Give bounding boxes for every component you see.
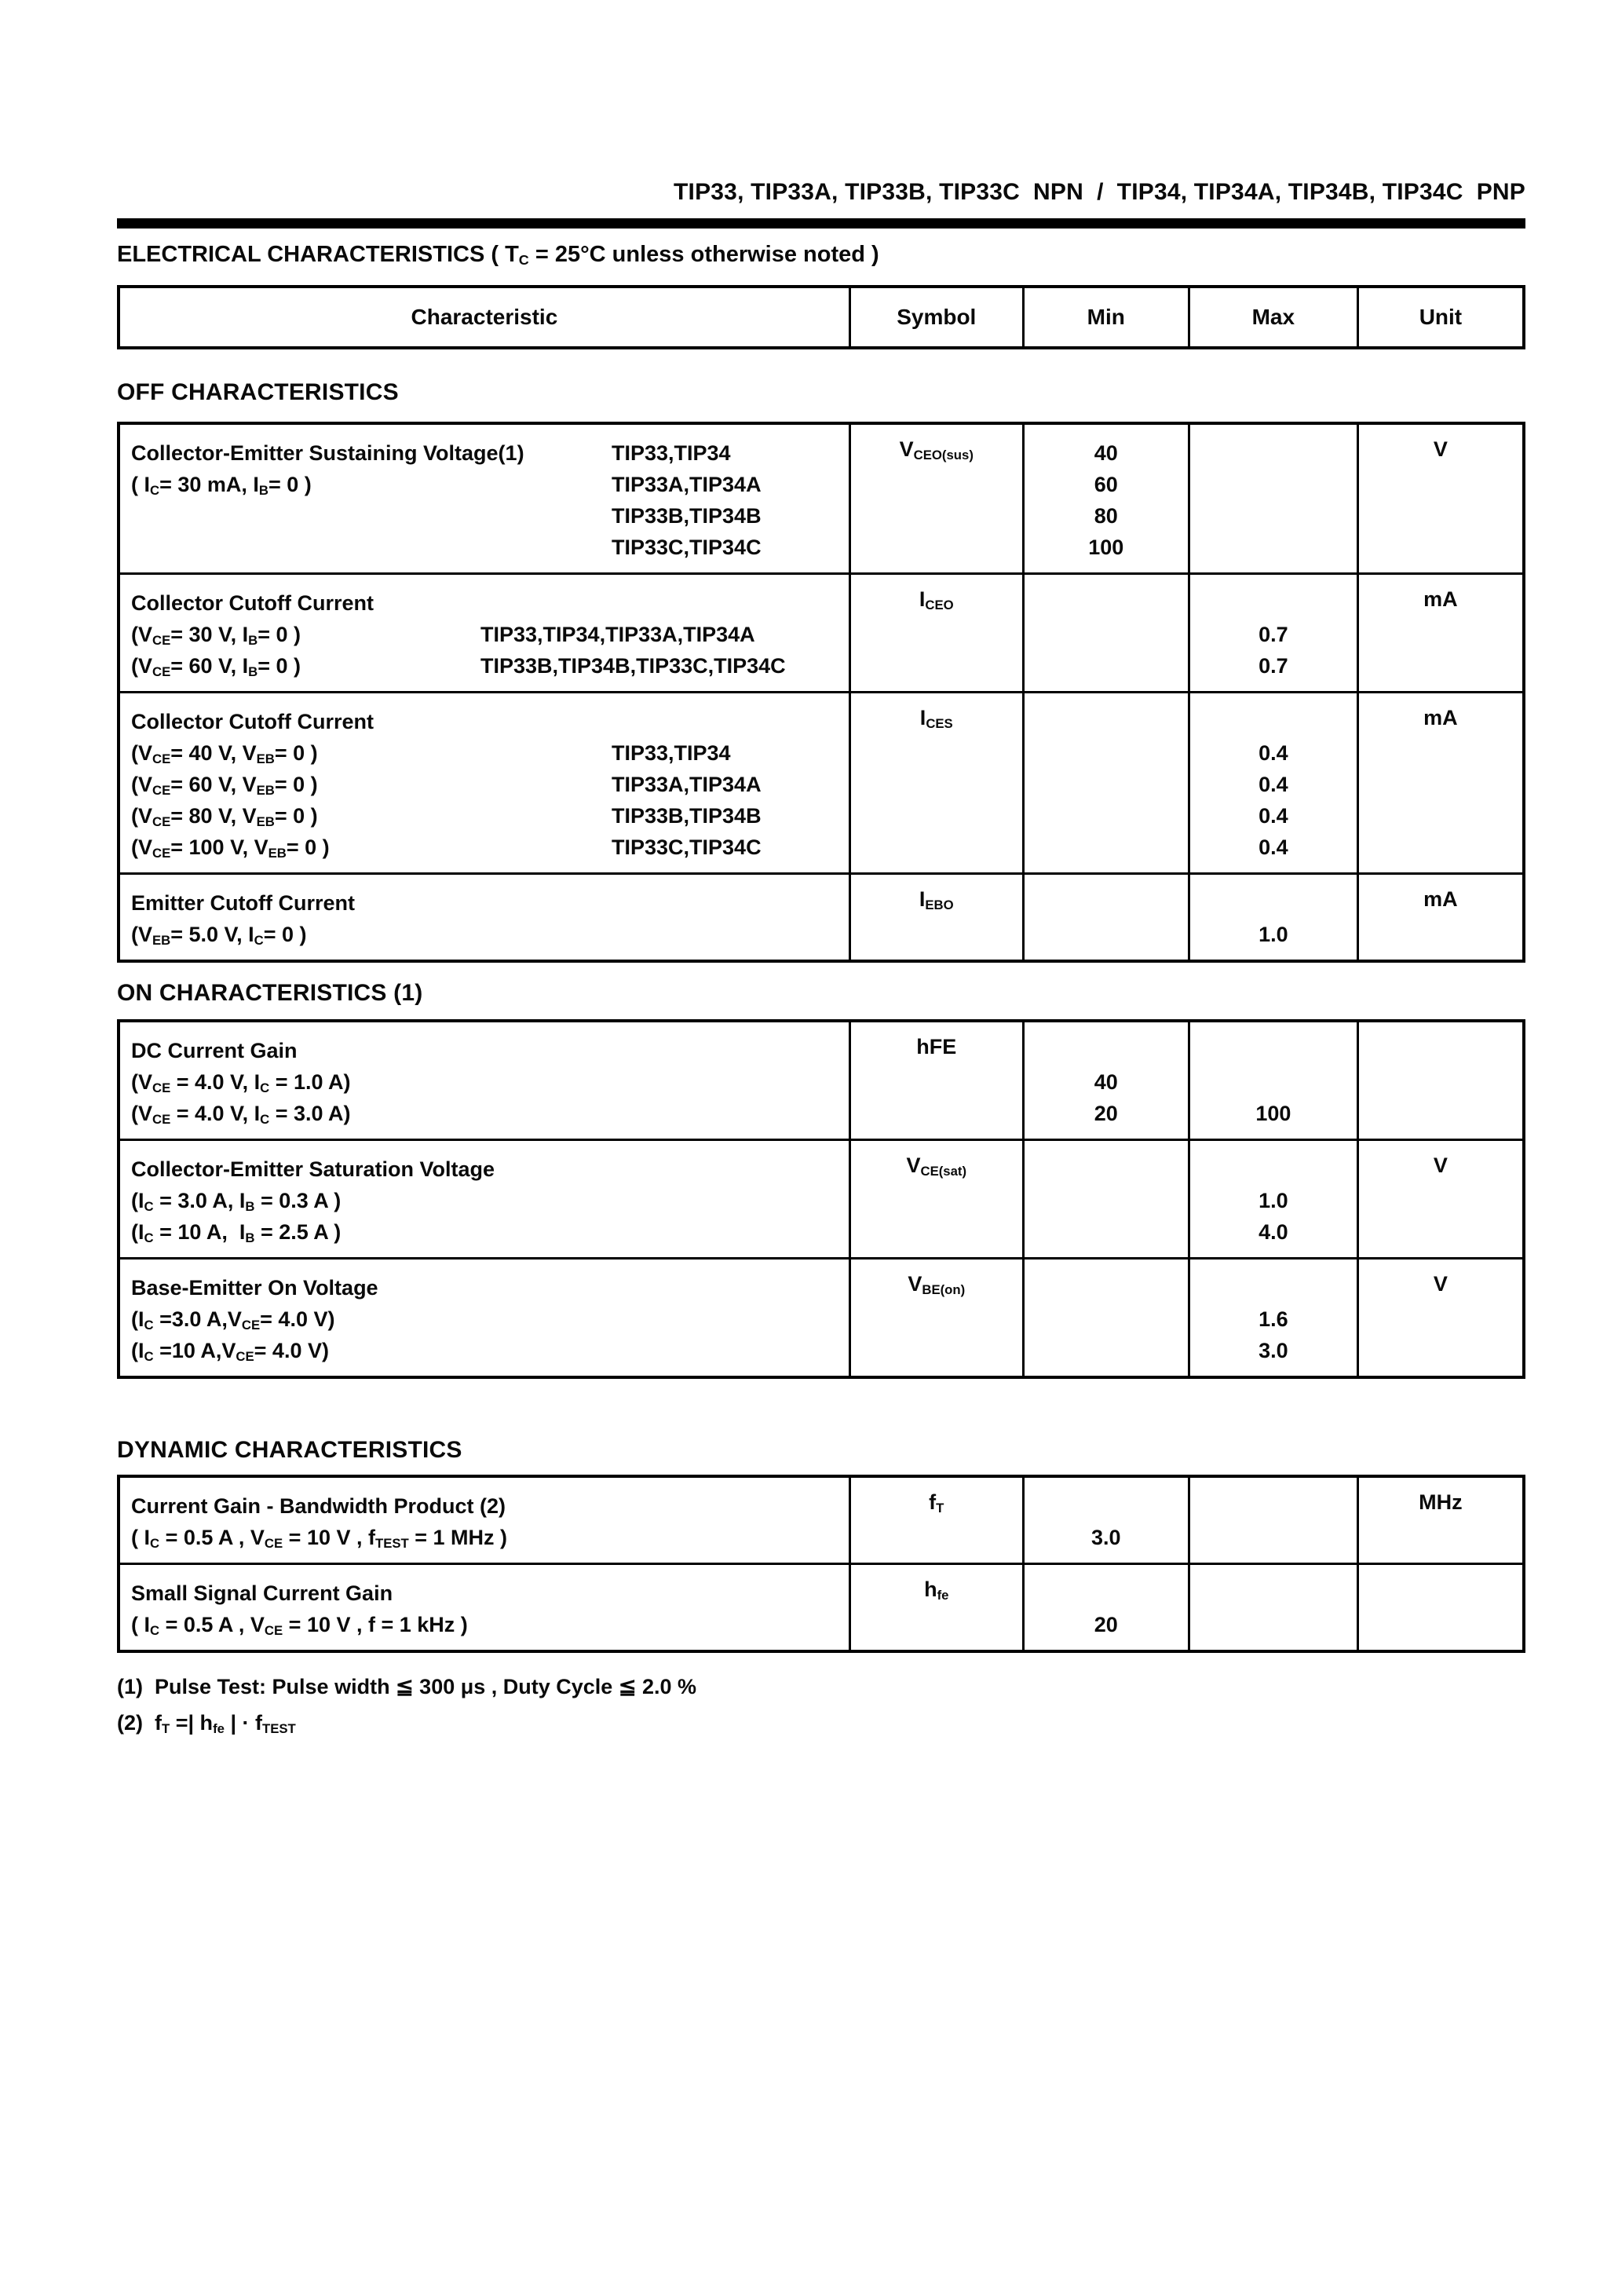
max-value: [1190, 1522, 1357, 1553]
min-value: 40: [1094, 441, 1118, 465]
min-value: [1025, 619, 1188, 650]
device-list: TIP33C,TIP34C: [612, 835, 762, 859]
spec-table-header: [117, 285, 1525, 349]
unit-text: V: [1433, 1272, 1448, 1296]
unit-cell: [1357, 1022, 1522, 1139]
condition-text: ($I_C = 10$ A, $I_B = 2.5$ A ): [131, 1220, 342, 1245]
min-value: 80: [1094, 504, 1118, 528]
device-list: TIP33,TIP34,TIP33A,TIP34A: [480, 623, 755, 646]
max-value: 4.0: [1259, 1220, 1288, 1244]
max-value: [1190, 1272, 1357, 1303]
max-value: 0.7: [1259, 654, 1288, 678]
min-value: [1025, 1303, 1188, 1335]
characteristic-line: [131, 587, 844, 619]
column-header-max: Max: [1188, 288, 1357, 346]
characteristic-line: [131, 919, 844, 950]
max-value: [1190, 469, 1357, 500]
max-value: [1190, 1066, 1357, 1098]
unit-cell: [1357, 875, 1522, 960]
characteristic-line: [131, 1098, 844, 1129]
characteristic-cell: [120, 1478, 849, 1563]
characteristic-line: [131, 737, 844, 769]
condition-text: ( $I_C= 30$ mA, $I_B= 0$ ): [131, 473, 312, 498]
table-row-base-emitter-on-voltage: [120, 1257, 1522, 1376]
characteristic-line: [131, 1490, 844, 1522]
unit-text: mA: [1423, 587, 1458, 611]
condition-text: Current Gain - Bandwidth Product (2): [131, 1494, 506, 1518]
min-value: 60: [1094, 473, 1118, 496]
min-value: 20: [1094, 1613, 1118, 1636]
max-value: [1190, 532, 1357, 563]
characteristic-line: [131, 469, 844, 500]
condition-text: ($I_C = 3.0$ A, $I_B = 0.3$ A ): [131, 1189, 342, 1214]
max-cell: [1188, 425, 1357, 572]
max-cell: [1188, 1022, 1357, 1139]
condition-text: ($V_{CE}= 30$ V, $I_B= 0$ ): [131, 623, 301, 648]
title-divider-bar: [117, 218, 1525, 229]
characteristic-cell: [120, 575, 849, 691]
device-list: TIP33B,TIP34B: [612, 504, 762, 528]
off-characteristics-table: [117, 422, 1525, 963]
symbol-text: $h_{fe}$: [924, 1578, 949, 1603]
unit-text: MHz: [1419, 1490, 1463, 1514]
symbol-cell: [849, 1478, 1022, 1563]
max-value: [1190, 1490, 1357, 1522]
condition-text: Collector-Emitter Sustaining Voltage(1): [131, 441, 524, 465]
symbol-cell: [849, 693, 1022, 872]
section-title-dynamic-characteristics: DYNAMIC CHARACTERISTICS: [117, 1437, 462, 1463]
min-value: [1025, 832, 1188, 863]
min-value: [1025, 1335, 1188, 1366]
symbol-cell: [849, 875, 1022, 960]
table-row-collector-cutoff-current-iceo: [120, 572, 1522, 691]
condition-text: Emitter Cutoff Current: [131, 891, 355, 915]
characteristic-line: [131, 1066, 844, 1098]
max-value: [1190, 1153, 1357, 1185]
max-cell: [1188, 1260, 1357, 1376]
symbol-cell: [849, 1260, 1022, 1376]
symbol-cell: [849, 575, 1022, 691]
unit-text: V: [1433, 437, 1448, 461]
page-content: [117, 0, 1525, 1741]
characteristic-line: [131, 500, 844, 532]
characteristic-line: [131, 1035, 844, 1066]
min-value: [1025, 737, 1188, 769]
symbol-text: $I_{CES}$: [919, 706, 953, 731]
device-list: TIP33,TIP34: [612, 441, 731, 465]
dynamic-characteristics-table: [117, 1475, 1525, 1653]
section-title-on-characteristics: ON CHARACTERISTICS (1): [117, 980, 423, 1006]
table-row-emitter-cutoff-current: [120, 872, 1522, 960]
max-cell: [1188, 1478, 1357, 1563]
column-header-min: Min: [1022, 288, 1188, 346]
symbol-text: $f_T$: [929, 1490, 944, 1515]
condition-text: Base-Emitter On Voltage: [131, 1276, 378, 1300]
min-value: [1025, 800, 1188, 832]
max-value: 3.0: [1259, 1339, 1288, 1362]
condition-text: ($V_{CE}= 60$ V, $V_{EB}= 0$ ): [131, 773, 318, 798]
column-header-unit: Unit: [1357, 288, 1522, 346]
symbol-text: hFE: [916, 1035, 957, 1058]
characteristic-line: [131, 532, 844, 563]
max-cell: [1188, 1565, 1357, 1650]
max-value: [1190, 1609, 1357, 1640]
device-list: TIP33B,TIP34B: [612, 804, 762, 828]
characteristic-line: [131, 650, 844, 682]
min-value: [1025, 1216, 1188, 1248]
characteristic-line: [131, 706, 844, 737]
characteristic-cell: [120, 1565, 849, 1650]
device-list: TIP33A,TIP34A: [612, 473, 762, 496]
condition-text: ($I_C =10$ $A,V_{CE}= 4.0$ V): [131, 1339, 329, 1364]
unit-cell: [1357, 1141, 1522, 1257]
min-value: [1025, 1490, 1188, 1522]
condition-text: ($V_{CE} = 4.0$ V, $I_C = 3.0$ A): [131, 1102, 351, 1127]
unit-cell: [1357, 1478, 1522, 1563]
min-cell: [1022, 1565, 1188, 1650]
characteristic-cell: [120, 875, 849, 960]
min-value: 100: [1088, 536, 1124, 559]
min-value: 40: [1094, 1070, 1118, 1094]
max-value: [1190, 706, 1357, 737]
max-value: 0.4: [1259, 835, 1288, 859]
min-value: [1025, 887, 1188, 919]
symbol-cell: [849, 1141, 1022, 1257]
min-value: [1025, 1272, 1188, 1303]
min-value: [1025, 650, 1188, 682]
characteristic-line: [131, 437, 844, 469]
condition-text: ($I_C =3.0$ $A,V_{CE}= 4.0$ V): [131, 1307, 335, 1333]
max-value: 1.6: [1259, 1307, 1288, 1331]
table-row-small-signal-current-gain: [120, 1563, 1522, 1650]
condition-text: ($V_{CE}= 40$ V, $V_{EB}= 0$ ): [131, 741, 318, 766]
characteristic-line: [131, 1272, 844, 1303]
unit-cell: [1357, 575, 1522, 691]
characteristic-line: [131, 1185, 844, 1216]
max-value: 0.7: [1259, 623, 1288, 646]
min-cell: [1022, 1478, 1188, 1563]
characteristic-line: [131, 1303, 844, 1335]
min-value: 20: [1094, 1102, 1118, 1125]
symbol-cell: [849, 1565, 1022, 1650]
condition-text: ( $I_C = 0.5$ A , $V_{CE} = 10$ V , $f_{TEST} = 1$ MHz ): [131, 1526, 508, 1551]
unit-cell: [1357, 425, 1522, 572]
min-value: [1025, 769, 1188, 800]
table-row-collector-cutoff-current-ices: [120, 691, 1522, 872]
max-value: [1190, 437, 1357, 469]
condition-text: Small Signal Current Gain: [131, 1581, 393, 1605]
characteristic-line: [131, 887, 844, 919]
on-characteristics-table: [117, 1019, 1525, 1379]
characteristic-line: [131, 1609, 844, 1640]
unit-text: mA: [1423, 887, 1458, 911]
table-row-dc-current-gain: [120, 1022, 1522, 1139]
characteristic-cell: [120, 425, 849, 572]
max-value: 1.0: [1259, 923, 1288, 946]
max-value: [1190, 1035, 1357, 1066]
characteristic-line: [131, 1216, 844, 1248]
symbol-text: $I_{EBO}$: [919, 887, 954, 912]
condition-text: ($V_{CE} = 4.0$ V, $I_C = 1.0$ A): [131, 1070, 351, 1095]
max-value: 0.4: [1259, 773, 1288, 796]
max-cell: [1188, 1141, 1357, 1257]
min-cell: [1022, 575, 1188, 691]
characteristic-line: [131, 1153, 844, 1185]
characteristic-line: [131, 1335, 844, 1366]
unit-cell: [1357, 693, 1522, 872]
max-value: [1190, 587, 1357, 619]
unit-cell: [1357, 1260, 1522, 1376]
page-title: TIP33, TIP33A, TIP33B, TIP33C NPN / TIP34, TIP34A, TIP34B, TIP34C PNP: [674, 179, 1525, 205]
min-value: [1025, 1185, 1188, 1216]
min-value: [1025, 1578, 1188, 1609]
column-header-characteristic: Characteristic: [411, 305, 558, 329]
condition-text: ($V_{CE}= 80$ V, $V_{EB}= 0$ ): [131, 804, 318, 829]
condition-text: ($V_{EB}= 5.0$ V, $I_C= 0$ ): [131, 923, 307, 948]
symbol-cell: [849, 425, 1022, 572]
condition-text: Collector Cutoff Current: [131, 591, 374, 615]
condition-text: ($V_{CE}= 60$ V, $I_B= 0$ ): [131, 654, 301, 679]
footnotes: [117, 1669, 1525, 1741]
footnote-2: (2) $f_T$ =| $h_{fe}$ | · $f_{TEST}$: [117, 1711, 296, 1736]
characteristic-cell: [120, 1260, 849, 1376]
max-value: 1.0: [1259, 1189, 1288, 1212]
characteristic-line: [131, 619, 844, 650]
max-value: [1190, 887, 1357, 919]
column-header-symbol: Symbol: [849, 288, 1022, 346]
unit-cell: [1357, 1565, 1522, 1650]
symbol-text: $V_{CE(sat)}$: [906, 1153, 967, 1179]
device-list: TIP33,TIP34: [612, 741, 731, 765]
max-cell: [1188, 693, 1357, 872]
characteristic-line: [131, 1522, 844, 1553]
min-value: [1025, 706, 1188, 737]
unit-text: mA: [1423, 706, 1458, 729]
min-value: 3.0: [1091, 1526, 1121, 1549]
condition-text: ( $I_C = 0.5$ A , $V_{CE} = 10$ V , f = 1 kHz ): [131, 1613, 468, 1638]
device-list: TIP33B,TIP34B,TIP33C,TIP34C: [480, 654, 786, 678]
min-cell: [1022, 425, 1188, 572]
unit-text: V: [1433, 1153, 1448, 1177]
min-value: [1025, 587, 1188, 619]
characteristic-line: [131, 832, 844, 863]
min-value: [1025, 1153, 1188, 1185]
device-list: TIP33A,TIP34A: [612, 773, 762, 796]
electrical-characteristics-heading: ELECTRICAL CHARACTERISTICS ( $T_C = 25^\circ C$ unless otherwise noted ): [117, 242, 879, 268]
max-value: 0.4: [1259, 741, 1288, 765]
symbol-text: $I_{CEO}$: [919, 587, 954, 612]
min-value: [1025, 1035, 1188, 1066]
min-value: [1025, 919, 1188, 950]
min-cell: [1022, 1022, 1188, 1139]
characteristic-cell: [120, 1141, 849, 1257]
min-cell: [1022, 875, 1188, 960]
characteristic-cell: [120, 1022, 849, 1139]
condition-text: Collector Cutoff Current: [131, 710, 374, 733]
table-row-collector-emitter-sustaining-voltage: [120, 425, 1522, 572]
condition-text: ($V_{CE}= 100$ V, $V_{EB}= 0$ ): [131, 835, 330, 861]
table-row-current-gain-bandwidth-product: [120, 1478, 1522, 1563]
footnote-1: (1) Pulse Test: Pulse width ≦ 300 μs , Duty Cycle ≦ 2.0 %: [117, 1675, 696, 1698]
symbol-cell: [849, 1022, 1022, 1139]
section-title-off-characteristics: OFF CHARACTERISTICS: [117, 379, 399, 405]
symbol-text: $V_{BE(on)}$: [908, 1272, 966, 1297]
max-value: [1190, 1578, 1357, 1609]
max-value: [1190, 500, 1357, 532]
condition-text: DC Current Gain: [131, 1039, 298, 1062]
characteristic-line: [131, 1578, 844, 1609]
condition-text: Collector-Emitter Saturation Voltage: [131, 1157, 495, 1181]
min-cell: [1022, 1260, 1188, 1376]
table-row-collector-emitter-saturation-voltage: [120, 1139, 1522, 1257]
min-cell: [1022, 693, 1188, 872]
max-value: 0.4: [1259, 804, 1288, 828]
characteristic-line: [131, 769, 844, 800]
max-value: 100: [1255, 1102, 1291, 1125]
symbol-text: $V_{CEO(sus)}$: [899, 437, 974, 462]
min-cell: [1022, 1141, 1188, 1257]
characteristic-cell: [120, 693, 849, 872]
characteristic-line: [131, 800, 844, 832]
max-cell: [1188, 875, 1357, 960]
device-list: TIP33C,TIP34C: [612, 536, 762, 559]
max-cell: [1188, 575, 1357, 691]
